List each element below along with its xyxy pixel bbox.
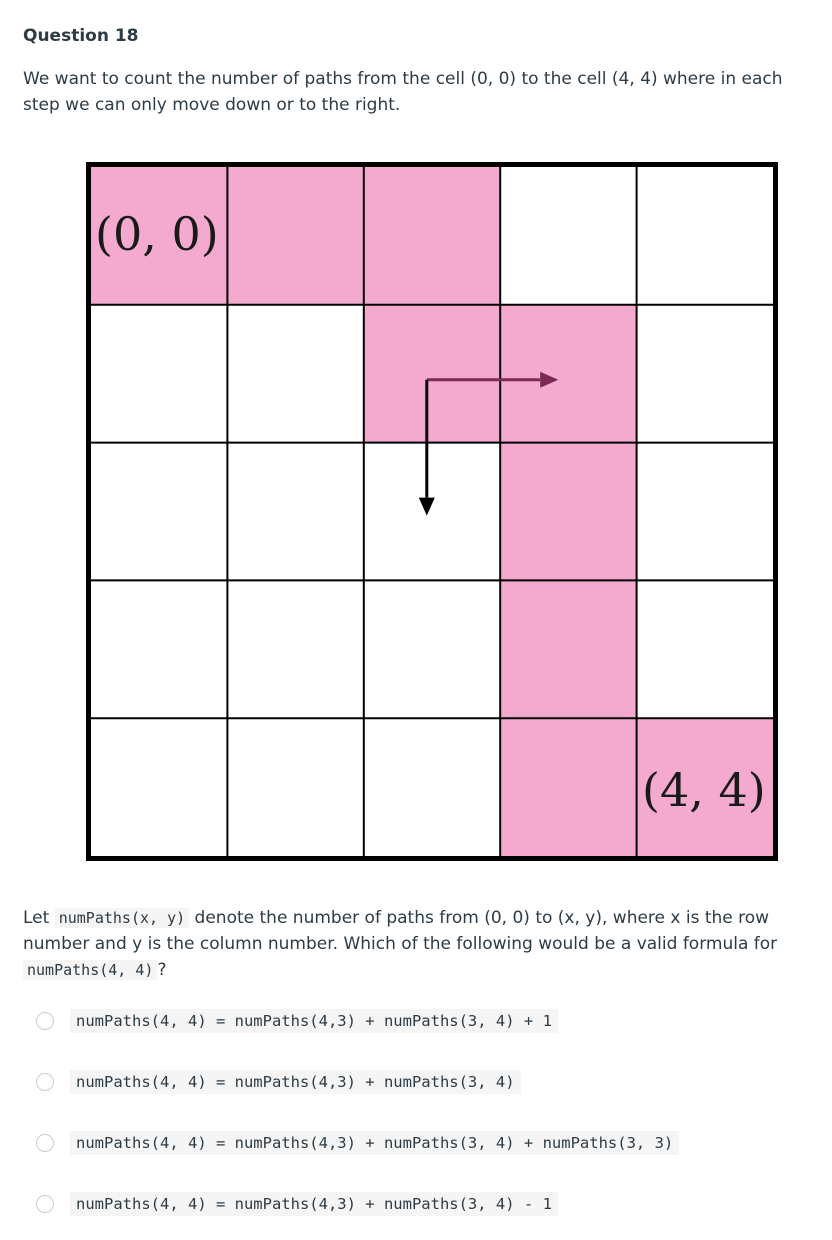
highlighted-cell	[364, 305, 500, 443]
answer-option-label: numPaths(4, 4) = numPaths(4,3) + numPaths(3, 4) - 1	[70, 1192, 558, 1216]
grid-drawing	[86, 162, 778, 861]
radio-button[interactable]	[36, 1195, 54, 1213]
answer-option-2[interactable]	[36, 1067, 521, 1097]
highlighted-cell	[500, 305, 636, 443]
answer-option-4[interactable]	[36, 1189, 558, 1219]
highlighted-cell	[500, 718, 636, 856]
prompt-code-numpaths-xy: numPaths(x, y)	[55, 908, 189, 928]
prompt-post: ?	[157, 960, 167, 980]
answer-option-1[interactable]	[36, 1006, 558, 1036]
radio-button[interactable]	[36, 1073, 54, 1091]
highlighted-cell	[227, 167, 363, 305]
path-grid-figure	[86, 162, 778, 861]
radio-button[interactable]	[36, 1012, 54, 1030]
start-cell-label: (0, 0)	[95, 207, 219, 261]
end-cell-label: (4, 4)	[642, 763, 766, 817]
answer-option-label: numPaths(4, 4) = numPaths(4,3) + numPaths(3, 4) + numPaths(3, 3)	[70, 1131, 679, 1155]
radio-button[interactable]	[36, 1134, 54, 1152]
highlighted-cell	[364, 167, 500, 305]
prompt-pre: Let	[23, 908, 55, 928]
prompt-mid: denote the number of paths from (0, 0) to (x, y), where x is the row number and y is the column number. Which of the following would be a valid formula for	[23, 908, 778, 954]
prompt-code-numpaths-44: numPaths(4, 4)	[23, 960, 157, 980]
question-title: Question 18	[23, 26, 139, 46]
answer-option-label: numPaths(4, 4) = numPaths(4,3) + numPaths(3, 4) + 1	[70, 1009, 558, 1033]
highlighted-cell	[500, 443, 636, 581]
question-prompt	[23, 905, 813, 983]
question-text: We want to count the number of paths from the cell (0, 0) to the cell (4, 4) where in each step we can only move down or to the right.	[23, 69, 783, 115]
down-arrow-head	[419, 498, 435, 516]
answer-option-3[interactable]	[36, 1128, 679, 1158]
highlighted-cell	[500, 580, 636, 718]
answer-option-label: numPaths(4, 4) = numPaths(4,3) + numPaths(3, 4)	[70, 1070, 521, 1094]
